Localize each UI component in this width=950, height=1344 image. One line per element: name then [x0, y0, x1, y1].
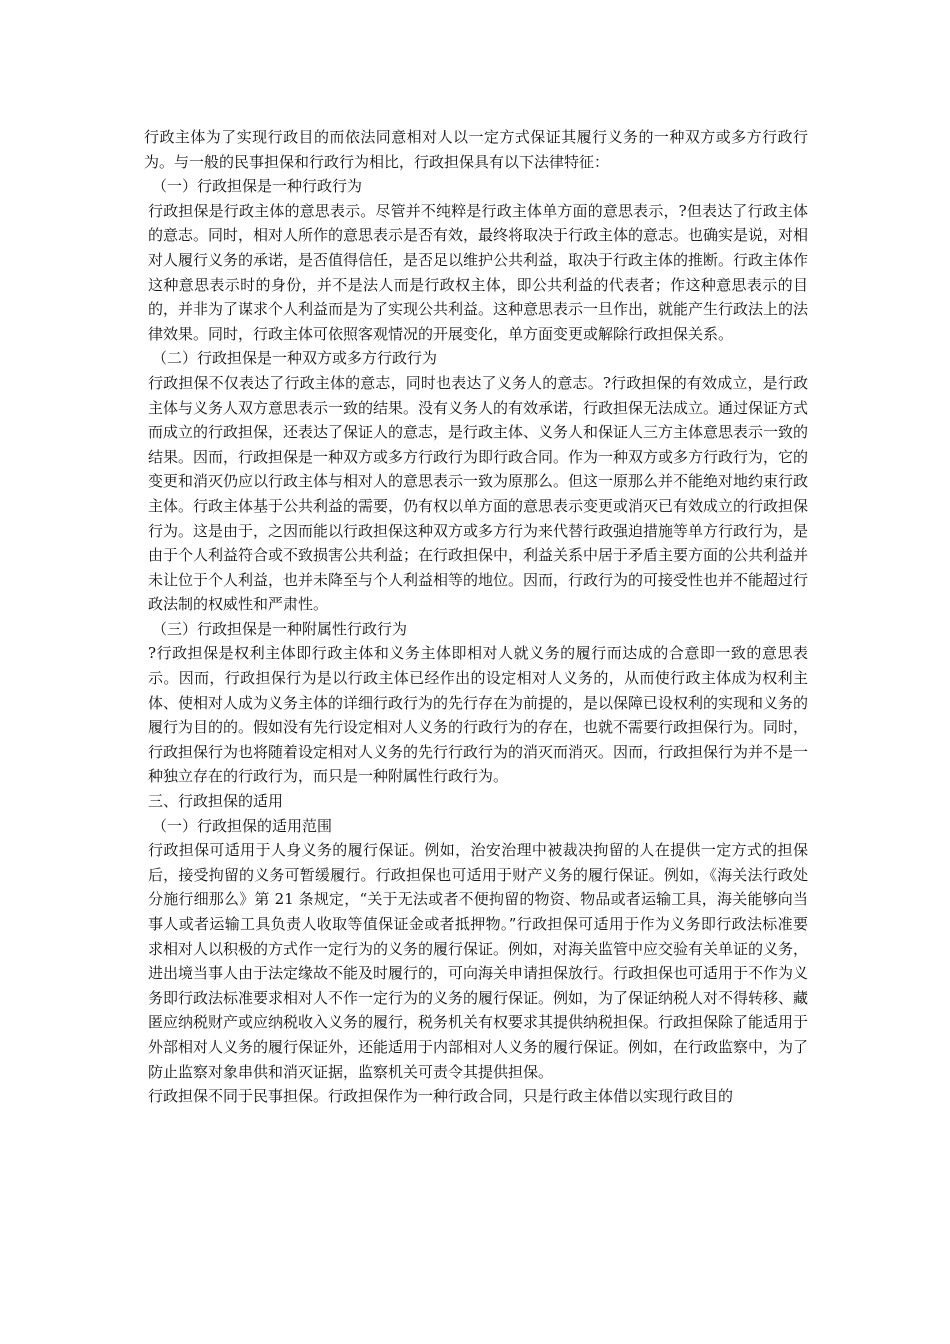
- body-paragraph: 行政担保是行政主体的意思表示。尽管并不纯粹是行政主体单方面的意思表示，?但表达了行政主体的意志。同时，相对人所作的意思表示是否有效，最终将取决于行政主体的意志。也确实是说，对相对人履行义务的承诺，是否值得信任，是否足以维护公共利益，取决于行政主体的推断。行政主体作这种意思表示时的身份，并不是法人而是行政权主体，即公共利益的代表者；作这种意思表示的目的，并非为了谋求个人利益而是为了实现公共利益。这种意思表示一旦作出，就能产生行政法上的法律效果。同时，行政主体可依照客观情况的开展变化，单方面变更或解除行政担保关系。: [148, 201, 809, 343]
- section-heading-2: （二）行政担保是一种双方或多方行政行为: [152, 349, 438, 368]
- section-heading-4: （一）行政担保的适用范围: [152, 816, 333, 835]
- body-paragraph: 行政担保不仅表达了行政主体的意志，同时也表达了义务人的意志。?行政担保的有效成立，是行政主体与义务人双方意思表示一致的结果。没有义务人的有效承诺，行政担保无法成立。通过保证方式而成立的行政担保，还表达了保证人的意志，是行政主体、义务人和保证人三方主体意思表示一致的结果。因而，行政担保是一种双方或多方行政行为即行政合同。作为一种双方或多方行政行为，它的变更和消灭仍应以行政主体与相对人的意思表示一致为原那么。但这一原那么并不能绝对地约束行政主体。行政主体基于公共利益的需要，仍有权以单方面的意思表示变更或消灭已有效成立的行政担保行为。这是由于，之因而能以行政担保这种双方或多方行为来代替行政强迫措施等单方行政行为，是由于个人利益符合或不致损害公共利益；在行政担保中，利益关系中居于矛盾主要方面的公共利益并未让位于个人利益，也并未降至与个人利益相等的地位。因而，行政行为的可接受性也并不能超过行政法制的权威性和严肃性。: [148, 373, 809, 614]
- chapter-heading: 三、行政担保的适用: [148, 792, 284, 811]
- intro-paragraph: 行政主体为了实现行政目的而依法同意相对人以一定方式保证其履行义务的一种双方或多方行政行为。与一般的民事担保和行政行为相比，行政担保具有以下法律特征：: [144, 128, 808, 171]
- body-paragraph: 行政担保不同于民事担保。行政担保作为一种行政合同，只是行政主体借以实现行政目的: [148, 1087, 734, 1106]
- body-paragraph: 行政担保可适用于人身义务的履行保证。例如，治安治理中被裁决拘留的人在提供一定方式的担保后，接受拘留的义务可暂缓履行。行政担保也可适用于财产义务的履行保证。例如，《海关法行政处分施行细那么》第 21 条规定，“关于无法或者不便拘留的物资、物品或者运输工具，海关能够向当事人或者运输工具负责人收取等值保证金或者抵押物。”行政担保可适用于作为义务即行政法标准要求相对人以积极的方式作一定行为的义务的履行保证。例如，对海关监管中应交验有关单证的义务，进出境当事人由于法定缘故不能及时履行的，可向海关申请担保放行。行政担保也可适用于不作为义务即行政法标准要求相对人不作一定行为的义务的履行保证。例如，为了保证纳税人对不得转移、藏匿应纳税财产或应纳税收入义务的履行，税务机关有权要求其提供纳税担保。行政担保除了能适用于外部相对人义务的履行保证外，还能适用于内部相对人义务的履行保证。例如，在行政监察中，为了防止监察对象串供和消灭证据，监察机关可责令其提供担保。: [148, 841, 809, 1081]
- body-paragraph: ?行政担保是权利主体即行政主体和义务主体即相对人就义务的履行而达成的合意即一致的意思表示。因而，行政担保行为是以行政主体已经作出的设定相对人义务的，从而使行政主体成为权利主体、使相对人成为义务主体的详细行政行为的先行存在为前提的，是以保障已设权利的实现和义务的履行为目的的。假如没有先行设定相对人义务的行政行为的存在，也就不需要行政担保行为。同时，行政担保行为也将随着设定相对人义务的先行行政行为的消灭而消灭。因而，行政担保行为并不是一种独立存在的行政行为，而只是一种附属性行政行为。: [148, 644, 809, 786]
- document-body: [144, 125, 808, 1109]
- section-heading-3: （三）行政担保是一种附属性行政行为: [152, 619, 408, 638]
- section-heading-1: （一）行政担保是一种行政行为: [152, 177, 363, 196]
